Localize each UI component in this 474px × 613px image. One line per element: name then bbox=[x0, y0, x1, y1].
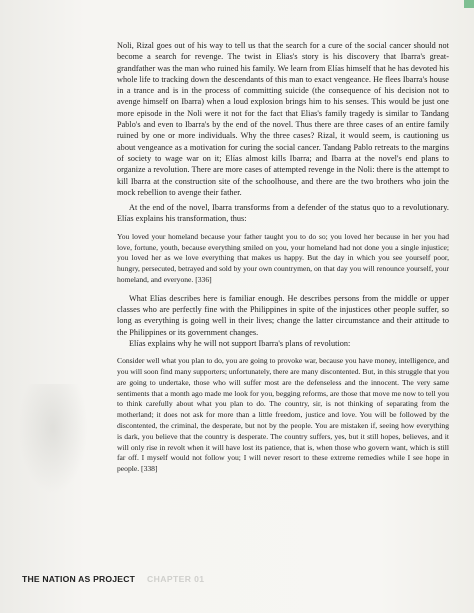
bleed-through-text: CHAPTER 01 bbox=[147, 574, 205, 584]
paragraph-4: Elías explains why he will not support Ibarra's plans of revolution: bbox=[129, 338, 351, 348]
block-quote-2: Consider well what you plan to do, you are going to provoke war, because you have money, intelligence, and you will soon find many supporters; unfortunately, there are many discontented. But, in this struggle that you are going to undertake, those who will suffer most are the defenseless and the innocent. The very same sentiments that a month ago made me look for you, begging reforms, are those that move me now to tell you to think carefully about what you plan to do. The country, sir, is not thinking of separating from the motherland; it does not ask for more than a little freedom, justice and love. You will be followed by the discontented, the criminal, the desperate, but not by the people. You are mistaken if, seeing how everything is dark, you believe that the country is desperate. The country suffers, yes, but it still hopes, believes, and it will only rise in revolt when it will have lost its patience, that is, when those who govern want, which is still far off. I myself would not follow you; I will never resort to these extreme remedies while I see hope in people. [338] bbox=[117, 356, 449, 474]
text-column bbox=[117, 40, 449, 475]
paragraph-3: What Elías describes here is familiar enough. He describes persons from the middle or upper classes who are perfectly fine with the Philippines in spite of the injustices other people suffer, so long as everything is going well in their lives; change the latter circumstance and their attitude to the Philippines or its government changes. bbox=[117, 293, 449, 337]
paragraph-1: Noli, Rizal goes out of his way to tell us that the search for a cure of the social cancer should not become a search for revenge. The twist in Elias's story is his discovery that Ibarra's great-grandfather was the man who ruined his family. We learn from Elías himself that he has devoted his whole life to tracking down the descendants of this man to exact vengeance. He flees Ibarra's house in a trance and is in the process of committing suicide (the consequence of his decision not to avenge himself on Ibarra) when a loud explosion brings him to his senses. This would be just one more episode in the Noli were it not for the fact that Elias's family tragedy is similar to Tandang Pablo's and even to Ibarra's by the end of the novel. Thus there are three cases of an entire family ruined by one or more individuals. Why the three cases? Rizal, it would seem, is cautioning us about vengeance as a motivation for curing the social cancer. Tandang Pablo retreats to the margins of society to wage war on it; Elías almost kills Ibarra; and Ibarra at the novel's end plans to organize a revolution. There are more cases of attempted revenge in the Noli: there is the attempt to kill Ibarra at the construction site of the schoolhouse, and there are the two brothers who join the mock rebellion to avenge their father. bbox=[117, 41, 449, 197]
running-footer-title: THE NATION AS PROJECT bbox=[22, 574, 136, 584]
bleed-through-shadow bbox=[18, 384, 88, 494]
page-corner-mark bbox=[464, 0, 474, 8]
paragraph-2: At the end of the novel, Ibarra transforms from a defender of the status quo to a revolutionary. Elías explains his transformation, thus: bbox=[117, 203, 449, 224]
block-quote-1: You loved your homeland because your father taught you to do so; you loved her because in her you had love, fortune, youth, because everything smiled on you, your homeland had not done you a single injustice; you loved her as we love everything that makes us happy. But the day in which you see yourself poor, hungry, persecuted, betrayed and sold by your own countrymen, on that day you will renounce yourself, your homeland, and everyone. [336] bbox=[117, 231, 449, 284]
